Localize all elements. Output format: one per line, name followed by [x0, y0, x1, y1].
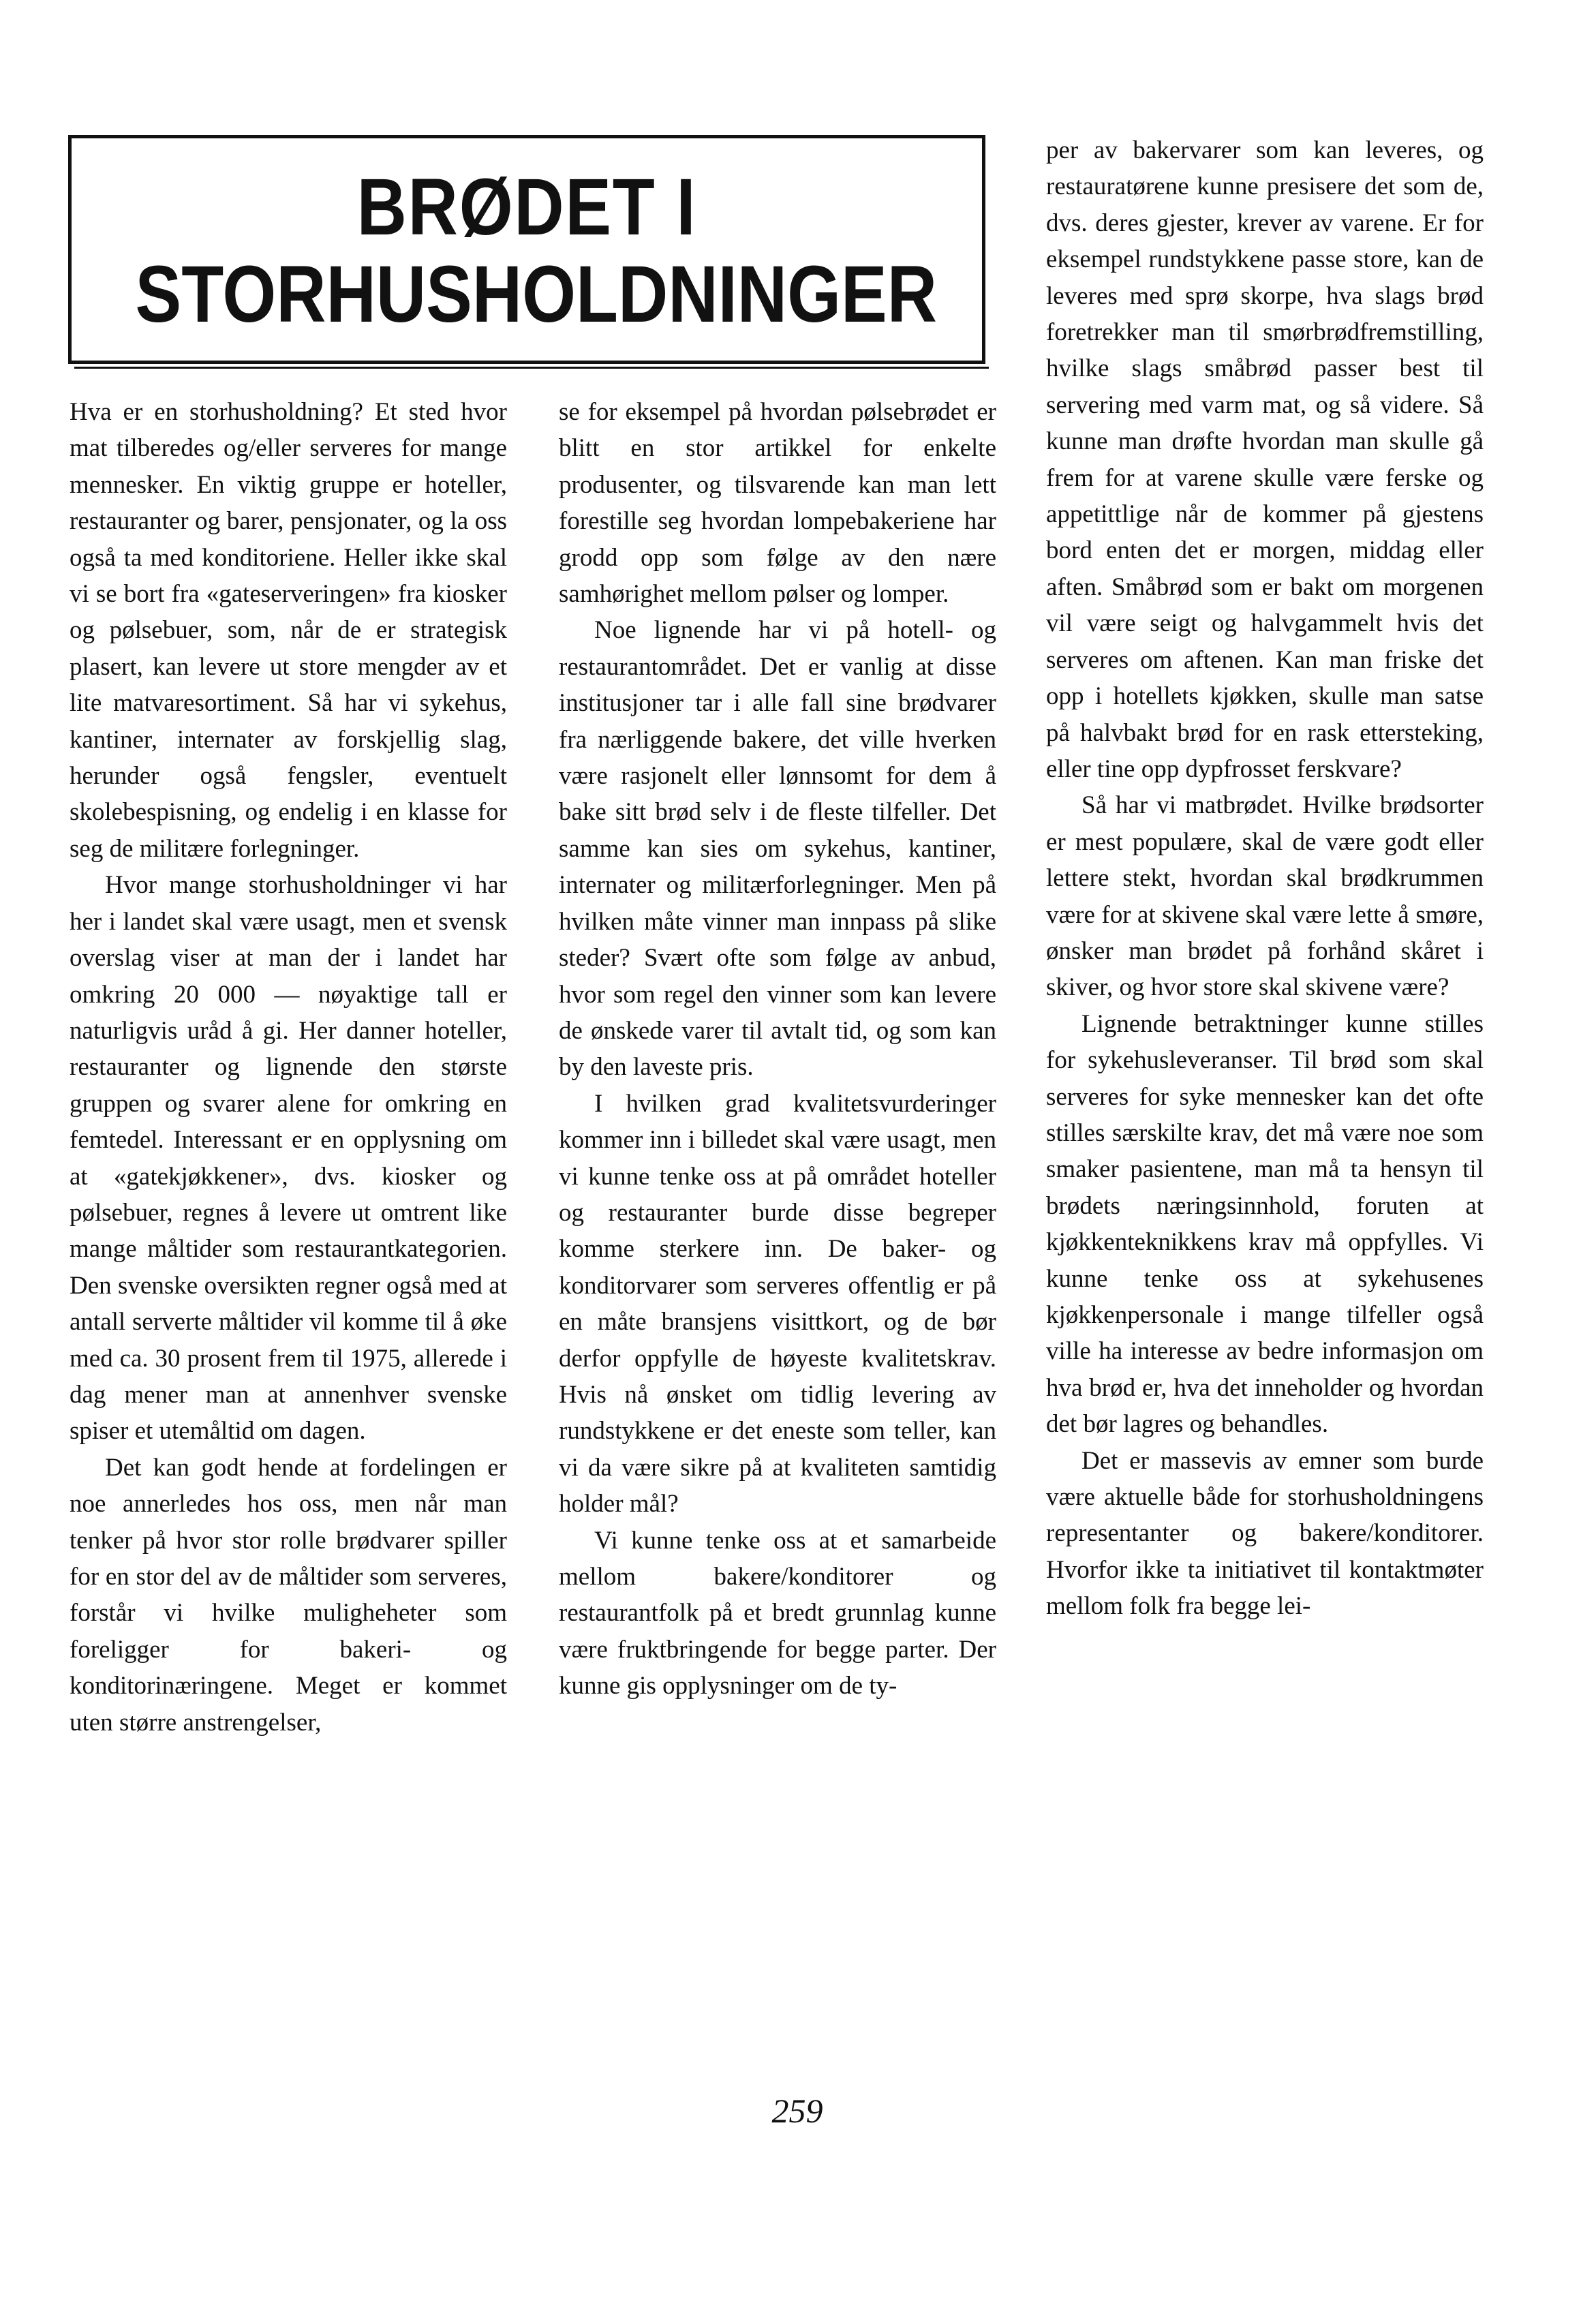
text-column-3	[1046, 132, 1484, 1625]
paragraph: Lignende betraktninger kunne stilles for sykehusleveranser. Til brød som skal serveres for syke mennesker kan det ofte stilles særskilte krav, det må være noe som smaker pasientene, man må ta hensyn til brødets næringsinnhold, foruten at kjøkkenteknikkens krav må oppfylles. Vi kunne tenke oss at sykehusenes kjøkkenpersonale i mange tilfeller også ville ha interesse av bedre informasjon om hva brød er, hva det inneholder og hvordan det bør lagres og behandles.	[1046, 1009, 1484, 1439]
page-number: 259	[771, 2092, 823, 2130]
headline-line-2: STORHUSHOLDNINGER	[135, 249, 938, 339]
paragraph: I hvilken grad kvalitetsvurderinger kommer inn i billedet skal være usagt, men vi kunne tenke oss at på området hoteller og restauranter burde disse begreper komme sterkere inn. De baker- og konditorvarer som serveres offentlig er på en måte bransjens visittkort, og de bør derfor oppfylle de høyeste kvalitetskrav. Hvis nå ønsket om tidlig levering av rundstykkene er det eneste som teller, kan vi da være sikre på at kvaliteten samtidig holder mål?	[559, 1089, 996, 1518]
headline-line-1: BRØDET I	[356, 162, 697, 252]
paragraph: Noe lignende har vi på hotell- og restaurantområdet. Det er vanlig at disse institusjoner tar i alle fall sine brødvarer fra nærliggende bakere, det ville hverken være rasjonelt eller lønnsomt for dem å bake sitt brød selv i de fleste tilfeller. Det samme kan sies om sykehus, kantiner, internater og militærforlegninger. Men på hvilken måte vinner man innpass på slike steder? Svært ofte som følge av anbud, hvor som regel den vinner som kan levere de ønskede varer til avtalt tid, og som kan by den laveste pris.	[559, 616, 996, 1082]
paragraph: per av bakervarer som kan leveres, og restauratørene kunne presisere det som de, dvs. deres gjester, krever av varene. Er for eksempel rundstykkene passe store, kan de leveres med sprø skorpe, hva slags brød foretrekker man til smørbrødfremstilling, hvilke slags småbrød passer best til servering med varm mat, og så videre. Så kunne man drøfte hvordan man skulle gå frem for at varene skulle være ferske og appetittlige når de kommer på gjestens bord enten det er morgen, middag eller aften. Småbrød som er bakt om morgenen vil være seigt og halvgammelt hvis det serveres om aftenen. Kan man friske det opp i hotellets kjøkken, skulle man satse på halvbakt brød for en rask ettersteking, eller tine opp dypfrosset ferskvare?	[1046, 136, 1484, 783]
paragraph: Det er massevis av emner som burde være aktuelle både for storhusholdningens representanter og bakere/konditorer. Hvorfor ikke ta initiativet til kontaktmøter mellom folk fra begge lei-	[1046, 1446, 1484, 1621]
text-column-1	[70, 394, 507, 1741]
paragraph: Vi kunne tenke oss at et samarbeide mellom bakere/konditorer og restaurantfolk på et bredt grunnlag kunne være fruktbringende for begge parter. Der kunne gis opplysninger om de ty-	[559, 1526, 996, 1700]
title-box	[68, 135, 985, 364]
paragraph: Så har vi matbrødet. Hvilke brødsorter er mest populære, skal de være godt eller lettere stekt, hvordan skal brødkrummen være for at skivene skal være lette å smøre, ønsker man brødet på forhånd skåret i skiver, og hvor store skal skivene være?	[1046, 791, 1484, 1002]
paragraph: Hva er en storhusholdning? Et sted hvor mat tilberedes og/eller serveres for mange mennesker. En viktig gruppe er hoteller, restauranter og barer, pensjonater, og la oss også ta med konditoriene. Heller ikke skal vi se bort fra «gateserveringen» fra kiosker og pølsebuer, som, når de er strategisk plasert, kan levere ut store mengder av et lite matvaresortiment. Så har vi sykehus, kantiner, internater av forskjellig slag, herunder også fengsler, eventuelt skolebespisning, og endelig i en klasse for seg de militære forlegninger.	[70, 398, 507, 863]
paragraph: se for eksempel på hvordan pølsebrødet er blitt en stor artikkel for enkelte produsenter, og tilsvarende kan man lett forestille seg hvordan lompebakeriene har grodd opp som følge av den nære samhørighet mellom pølser og lomper.	[559, 398, 996, 609]
paragraph: Hvor mange storhusholdninger vi har her i landet skal være usagt, men et svensk overslag viser at man der i landet har omkring 20 000 — nøyaktige tall er naturligvis uråd å gi. Her danner hoteller, restauranter og lignende den største gruppen og svarer alene for omkring en femtedel. Interessant er en opplysning om at «gatekjøkkener», dvs. kiosker og pølsebuer, regnes å levere ut omtrent like mange måltider som restaurantkategorien. Den svenske oversikten regner også med at antall serverte måltider vil komme til å øke med ca. 30 prosent frem til 1975, allerede i dag mener man at annenhver svenske spiser et utemåltid om dagen.	[70, 871, 507, 1446]
text-column-2	[559, 394, 996, 1705]
paragraph: Det kan godt hende at fordelingen er noe annerledes hos oss, men når man tenker på hvor stor rolle brødvarer spiller for en stor del av de måltider som serveres, forstår vi hvilke muligheheter som foreligger for bakeri- og konditorinæringene. Meget er kommet uten større anstrengelser,	[70, 1453, 507, 1737]
